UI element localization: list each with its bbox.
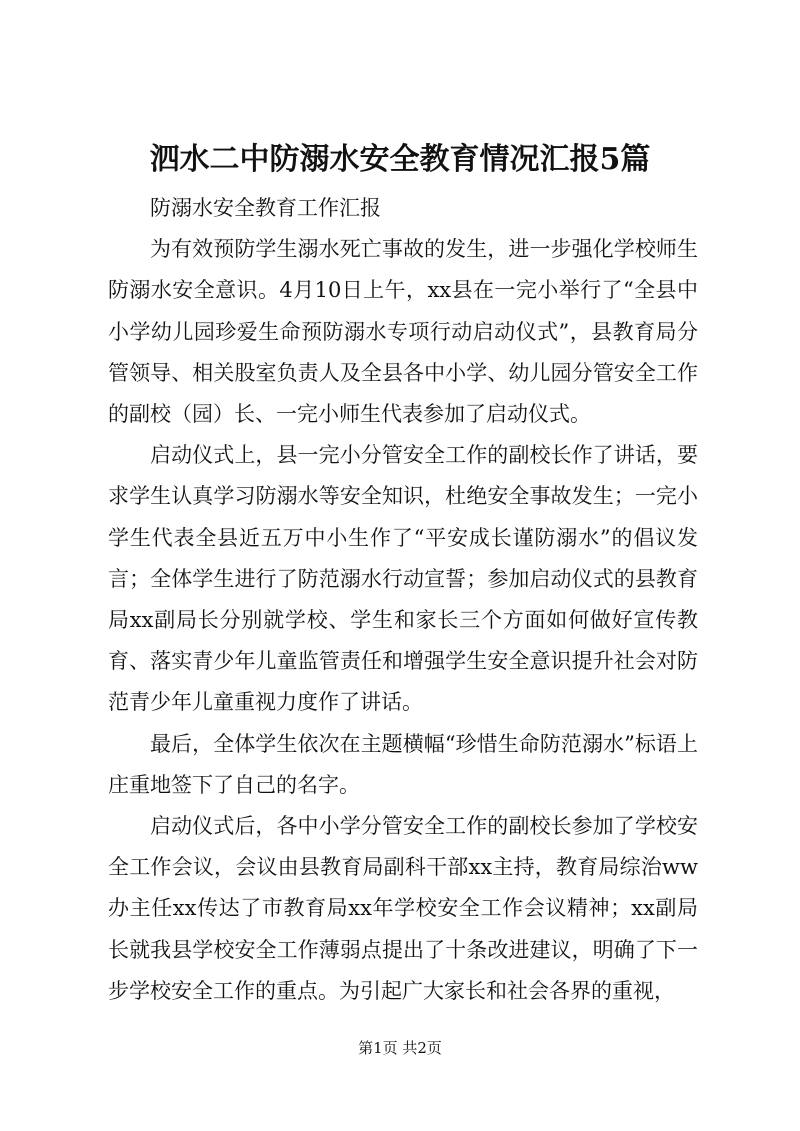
document-body bbox=[108, 188, 698, 1012]
document-title: 泗水二中防溺水安全教育情况汇报5篇 bbox=[149, 142, 651, 177]
body-paragraph-2: 启动仪式上，县一完小分管安全工作的副校长作了讲话，要求学生认真学习防溺水等安全知识，杜绝安全事故发生；一完小学生代表全县近五万中小生作了“平安成长谨防溺水”的倡议发言；全体学生进行了防范溺水行动宣誓；参加启动仪式的县教育局xx副局长分别就学校、学生和家长三个方面如何做好宣传教育、落实青少年儿童监管责任和增强学生安全意识提升社会对防范青少年儿童重视力度作了讲话。 bbox=[108, 443, 698, 715]
subtitle-paragraph: 防溺水安全教育工作汇报 bbox=[150, 196, 381, 220]
body-paragraph-3: 最后，全体学生依次在主题横幅“珍惜生命防范溺水”标语上庄重地签下了自己的名字。 bbox=[108, 731, 698, 797]
body-paragraph-1: 为有效预防学生溺水死亡事故的发生，进一步强化学校师生防溺水安全意识。4月10日上午，xx县在一完小举行了“全县中小学幼儿园珍爱生命预防溺水专项行动启动仪式”，县教育局分管领导、相关股室负责人及全县各中小学、幼儿园分管安全工作的副校（园）长、一完小师生代表参加了启动仪式。 bbox=[108, 237, 698, 427]
page-number-footer: 第1页 共2页 bbox=[358, 1039, 442, 1057]
body-paragraph-4: 启动仪式后，各中小学分管安全工作的副校长参加了学校安全工作会议，会议由县教育局副科干部xx主持，教育局综治ww办主任xx传达了市教育局xx年学校安全工作会议精神；xx副局长就我县学校安全工作薄弱点提出了十条改进建议，明确了下一步学校安全工作的重点。为引起广大家长和社会各界的重视， bbox=[108, 814, 698, 1003]
